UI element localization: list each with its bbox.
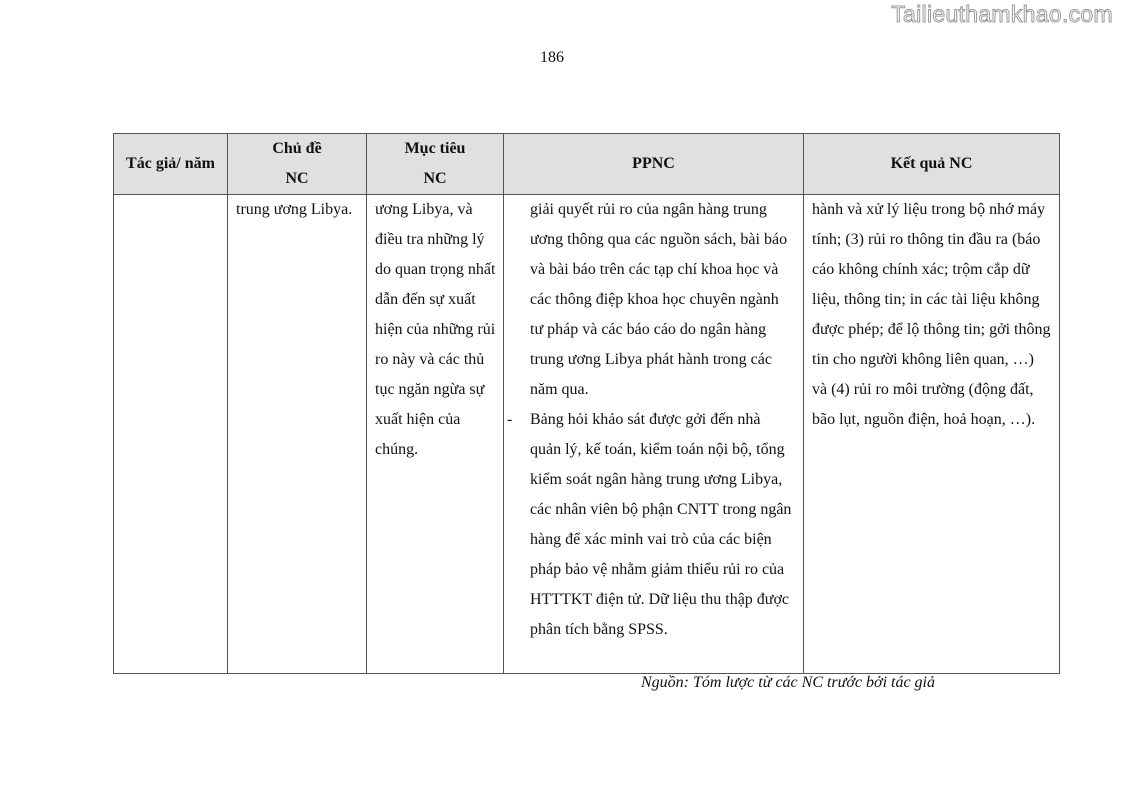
header-objective-line2: NC: [423, 170, 447, 187]
header-result-label: Kết quả NC: [890, 155, 973, 172]
watermark-logo: Tailieuthamkhao.com: [891, 1, 1113, 27]
page-number: 186: [540, 49, 564, 66]
header-result: [804, 134, 1060, 195]
method-item-survey: - Bảng hỏi khảo sát được gởi đến nhà quản lý, kế toán, kiểm toán nội bộ, tổng kiểm soát ngân hàng trung ương Libya, các nhân viên bộ phận CNTT trong ngân hàng để xác minh vai trò của các biện pháp bảo vệ nhằm giảm thiểu rủi ro của HTTTKT điện tử. Dữ liệu thu thập được phân tích bằng SPSS.: [512, 405, 793, 645]
cell-topic: trung ương Libya.: [228, 195, 367, 674]
cell-author-year: [114, 195, 228, 674]
source-note: Nguồn: Tóm lược từ các NC trước bởi tác giả: [641, 674, 935, 691]
cell-method: [504, 195, 804, 674]
table-header-row: [114, 134, 1060, 195]
header-topic: [228, 134, 367, 195]
cell-objective: ương Libya, và điều tra những lý do quan trọng nhất dẫn đến sự xuất hiện của những rủi ro này và các thủ tục ngăn ngừa sự xuất hiện của chúng.: [367, 195, 504, 674]
header-topic-line2: NC: [285, 170, 309, 187]
header-objective: [367, 134, 504, 195]
method-list: [512, 195, 793, 645]
literature-review-table: [113, 133, 1060, 674]
cell-result: hành và xử lý liệu trong bộ nhớ máy tính; (3) rủi ro thông tin đầu ra (báo cáo không chính xác; trộm cắp dữ liệu, thông tin; in các tài liệu không được phép; để lộ thông tin; gởi thông tin cho người không liên quan, …) và (4) rủi ro môi trường (động đất, bão lụt, nguồn điện, hoả hoạn, …).: [804, 195, 1060, 674]
header-method: [504, 134, 804, 195]
header-objective-line1: Mục tiêu: [404, 140, 466, 157]
header-method-label: PPNC: [632, 155, 675, 172]
header-author-year: [114, 134, 228, 195]
header-author-year-label: Tác giả/ năm: [126, 155, 215, 172]
table-row: [114, 195, 1060, 674]
header-topic-line1: Chủ đề: [272, 140, 322, 157]
method-item-documents: giải quyết rủi ro của ngân hàng trung ương thông qua các nguồn sách, bài báo và bài báo trên các tạp chí khoa học và các thông điệp khoa học chuyên ngành tư pháp và các báo cáo do ngân hàng trung ương Libya phát hành trong các năm qua.: [530, 201, 788, 398]
